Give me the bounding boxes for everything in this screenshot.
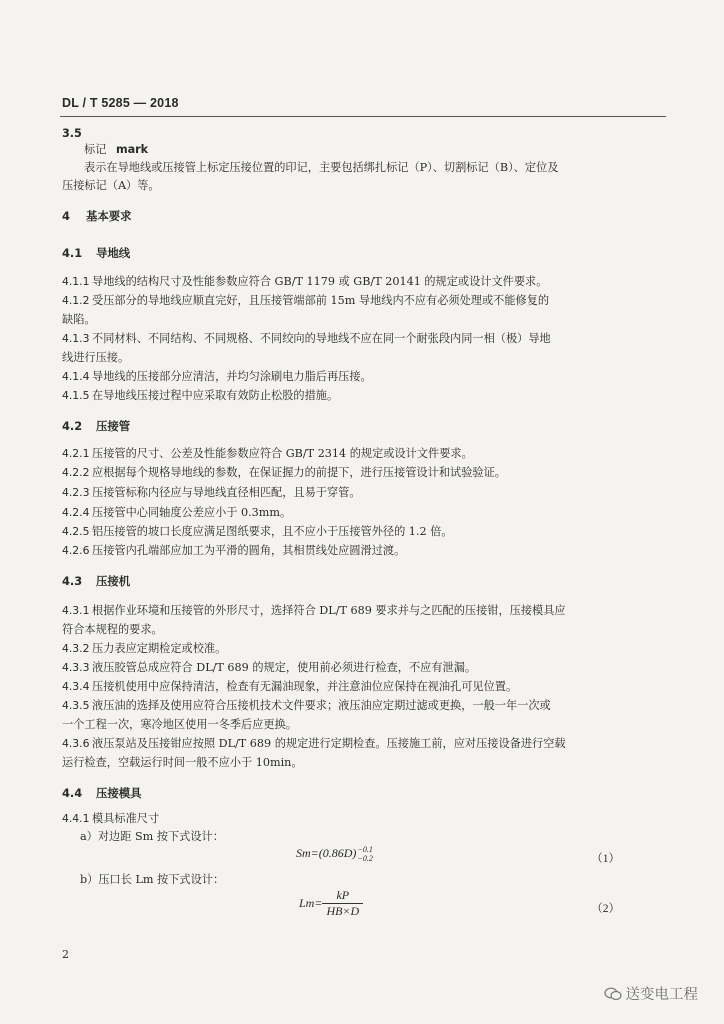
section-4-2-heading: 4.2 压接管 [62,419,131,433]
clause-4-3-5: 4.3.5 液压油的选择及使用应符合压接机技术文件要求；液压油应定期过滤或更换，一般一年一次或 [62,699,551,712]
clause-4-1-2-cont: 缺陷。 [62,313,96,326]
clause-4-3-3: 4.3.3 液压胶管总成应符合 DL/T 689 的规定，使用前必须进行检查，不应有泄漏。 [62,661,477,674]
clause-4-1-5: 4.1.5 在导地线压接过程中应采取有效防止松股的措施。 [62,389,339,402]
equation-1-number: （1） [591,853,620,865]
clause-4-1-1: 4.1.1 导地线的结构尺寸及性能参数应符合 GB/T 1179 或 GB/T 20141 的规定或设计文件要求。 [62,275,548,288]
term-cn: 标记 [84,143,107,156]
running-header: DL / T 5285 — 2018 [62,96,179,110]
clause-4-1-2: 4.1.2 受压部分的导地线应顺直完好，且压接管端部前 15m 导地线内不应有必须处理或不能修复的 [62,294,550,307]
clause-4-1-4: 4.1.4 导地线的压接部分应清洁，并均匀涂刷电力脂后再压接。 [62,370,372,383]
clause-4-3-4: 4.3.4 压接机使用中应保持清洁，检查有无漏油现象，并注意油位应保持在视油孔可见位置。 [62,680,518,693]
clause-4-4-1: 4.4.1 模具标准尺寸 [62,812,160,825]
equation-2: Lm= $\frac{kP}{HB\times D}$ [299,888,363,919]
section-4-4-heading: 4.4 压接模具 [62,786,142,800]
clause-4-2-1: 4.2.1 压接管的尺寸、公差及性能参数应符合 GB/T 2314 的规定或设计文件要求。 [62,447,473,460]
clause-3-5-definition-line-1: 表示在导地线或压接管上标定压接位置的印记，主要包括绑扎标记（P）、切割标记（B）、定位及 [84,161,559,174]
clause-4-2-2: 4.2.2 应根据每个规格导地线的参数，在保证握力的前提下，进行压接管设计和试验验证。 [62,466,506,479]
clause-4-3-6: 4.3.6 液压泵站及压接钳应按照 DL/T 689 的规定进行定期检查。压接施工前，应对压接设备进行空载 [62,737,566,750]
clause-4-2-3: 4.2.3 压接管标称内径应与导地线直径相匹配，且易于穿管。 [62,486,361,499]
clause-4-2-6: 4.2.6 压接管内孔端部应加工为平滑的圆角，其相贯线处应圆滑过渡。 [62,544,406,557]
watermark-text: 送变电工程 [625,987,698,1003]
section-4-heading: 4 基本要求 [62,209,132,223]
clause-3-5-definition-line-2: 压接标记（A）等。 [62,179,160,192]
clause-3-5-number: 3.5 [62,127,82,140]
equation-2-number: （2） [591,903,620,915]
clause-4-2-4: 4.2.4 压接管中心同轴度公差应小于 0.3mm。 [62,506,292,519]
header-rule [60,116,666,117]
wechat-icon [604,987,622,1001]
item-a: a）对边距 Sm 按下式设计： [80,830,224,843]
term-en: mark [115,143,149,156]
clause-4-1-3: 4.1.3 不同材料、不同结构、不同规格、不同绞向的导地线不应在同一个耐张段内同一相（极）导地 [62,332,551,345]
clause-4-3-1: 4.3.1 根据作业环境和压接管的外形尺寸，选择符合 DL/T 689 要求并与之匹配的压接钳，压接模具应 [62,604,566,617]
clause-3-5-term [84,142,684,157]
watermark [604,983,699,1004]
clause-4-3-5-cont: 一个工程一次，寒冷地区使用一冬季后应更换。 [62,718,297,731]
clause-4-3-6-cont: 运行检查，空载运行时间一般不应小于 10min。 [62,756,303,769]
equation-1: Sm=(0.86D) −0.1 −0.2 [296,845,373,863]
clause-4-2-5: 4.2.5 铝压接管的坡口长度应满足图纸要求，且不应小于压接管外径的 1.2 倍。 [62,525,453,538]
page-number: 2 [62,948,69,961]
section-4-3-heading: 4.3 压接机 [62,574,131,588]
clause-4-1-3-cont: 线进行压接。 [62,351,130,364]
item-b: b）压口长 Lm 按下式设计： [80,873,225,886]
clause-4-3-1-cont: 符合本规程的要求。 [62,623,163,636]
section-4-1-heading: 4.1 导地线 [62,246,131,260]
clause-4-3-2: 4.3.2 压力表应定期检定或校准。 [62,642,227,655]
